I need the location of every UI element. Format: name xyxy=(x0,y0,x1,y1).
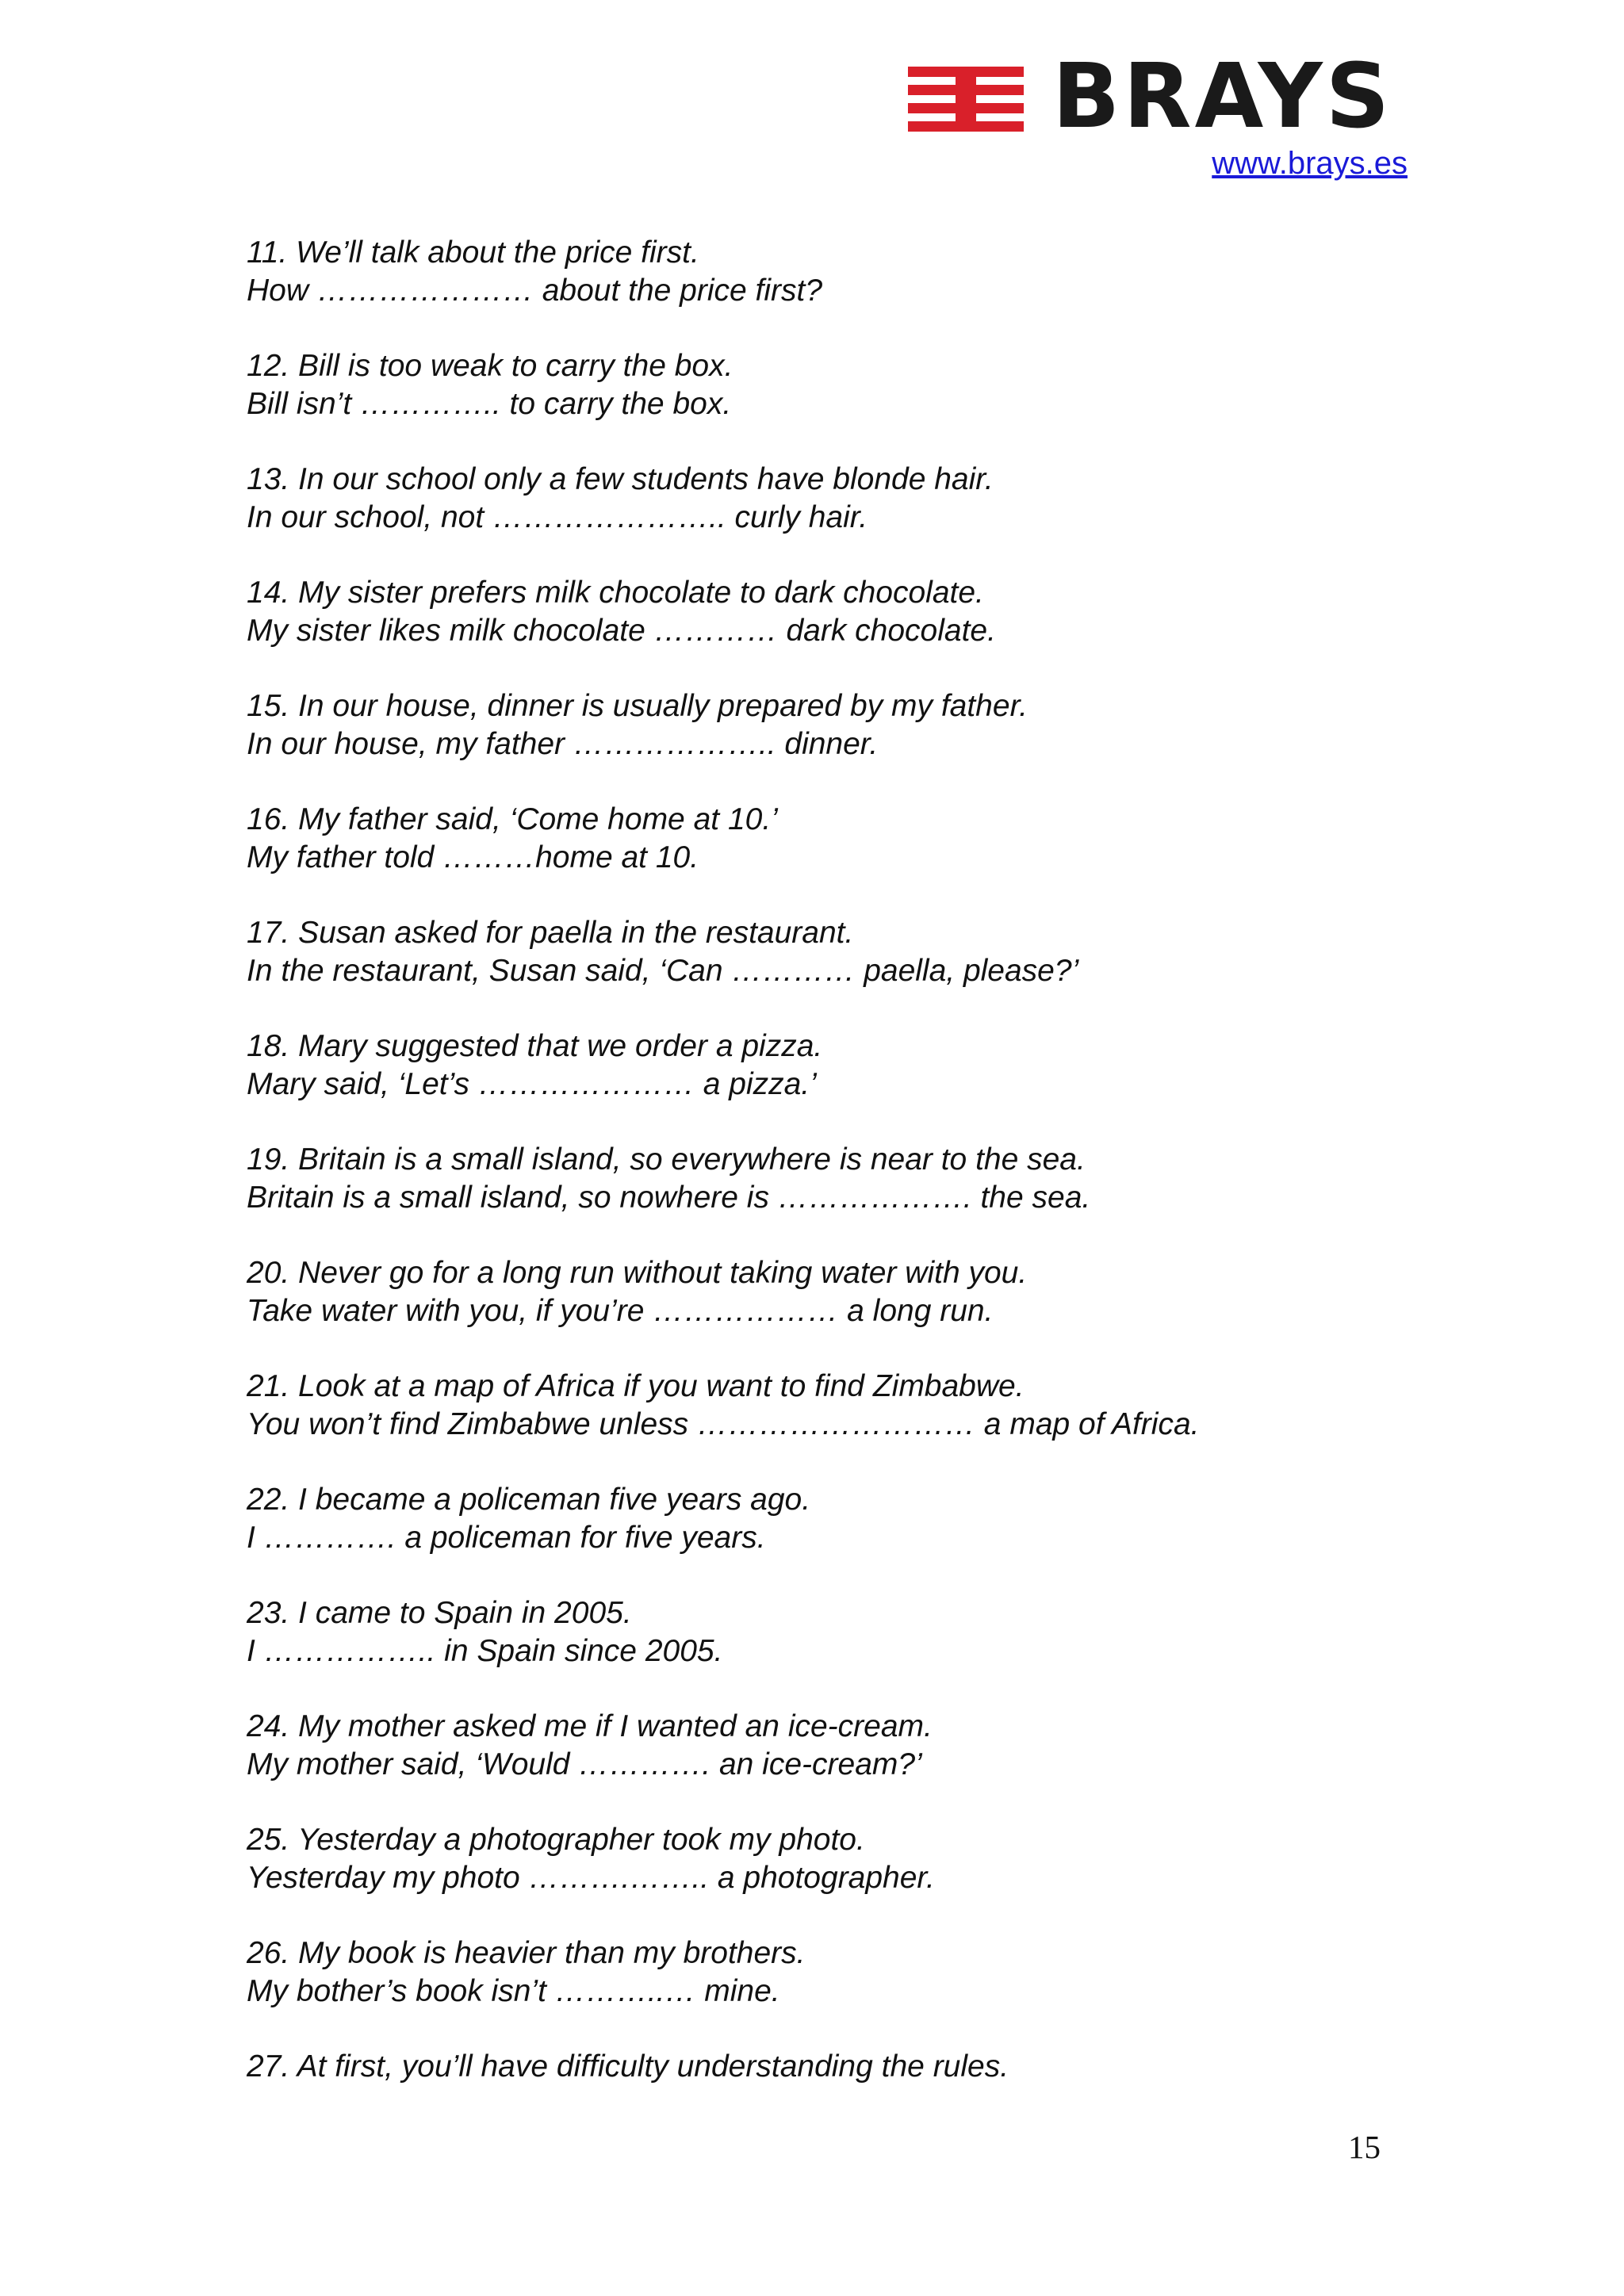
exercise-answer-line: My sister likes milk chocolate ………… dark chocolate. xyxy=(247,614,996,648)
exercise-item xyxy=(247,461,1436,574)
exercise-answer-line: In our school, not ………………….. curly hair. xyxy=(247,500,868,534)
exercise-prompt: 18. Mary suggested that we order a pizza. xyxy=(247,1029,823,1063)
exercise-prompt: 11. We’ll talk about the price first. xyxy=(247,235,699,270)
exercise-prompt: 23. I came to Spain in 2005. xyxy=(247,1596,632,1630)
exercise-item xyxy=(247,687,1436,801)
english-flag-logo-icon xyxy=(908,67,1024,132)
exercise-answer-line: Take water with you, if you’re ……………… a long run. xyxy=(247,1294,994,1328)
exercise-prompt: 24. My mother asked me if I wanted an ice-cream. xyxy=(247,1709,933,1743)
exercise-item xyxy=(247,1141,1436,1254)
exercise-item xyxy=(247,574,1436,687)
exercise-prompt: 13. In our school only a few students have blonde hair. xyxy=(247,462,994,496)
exercise-answer-line: You won’t find Zimbabwe unless ……………………… a map of Africa. xyxy=(247,1407,1200,1441)
exercise-prompt: 21. Look at a map of Africa if you want to find Zimbabwe. xyxy=(247,1369,1025,1403)
exercise-item xyxy=(247,1481,1436,1594)
exercise-answer-line: In our house, my father ……………….. dinner. xyxy=(247,727,879,761)
exercise-prompt: 20. Never go for a long run without taking water with you. xyxy=(247,1256,1028,1290)
exercise-item xyxy=(247,347,1436,461)
exercise-answer-line: Mary said, ‘Let’s ………………… a pizza.’ xyxy=(247,1067,817,1101)
website-link[interactable]: www.brays.es xyxy=(1212,146,1408,181)
exercise-prompt: 17. Susan asked for paella in the restaurant. xyxy=(247,916,854,950)
exercise-answer-line: I …………. a policeman for five years. xyxy=(247,1521,766,1555)
page-number: 15 xyxy=(1348,2129,1381,2165)
exercise-item xyxy=(247,1368,1436,1481)
exercise-item xyxy=(247,1027,1436,1141)
exercise-answer-line: Britain is a small island, so nowhere is ………………. the sea. xyxy=(247,1181,1091,1215)
exercise-answer-line: In the restaurant, Susan said, ‘Can ………… paella, please?’ xyxy=(247,954,1079,988)
exercise-item xyxy=(247,1708,1436,1821)
exercise-item xyxy=(247,1254,1436,1368)
exercise-answer-line: My bother’s book isn’t ………..… mine. xyxy=(247,1974,780,2008)
brays-logo-text: BRAYS xyxy=(1052,45,1393,148)
exercise-prompt: 27. At first, you’ll have difficulty understanding the rules. xyxy=(247,2049,1009,2084)
exercise-item xyxy=(247,2048,1436,2161)
exercise-answer-line: How ………………… about the price first? xyxy=(247,274,823,308)
exercise-item xyxy=(247,914,1436,1027)
header xyxy=(908,45,1435,186)
exercise-answer-line: I …………….. in Spain since 2005. xyxy=(247,1634,723,1668)
exercise-answer-line: Bill isn’t ………….. to carry the box. xyxy=(247,387,732,421)
exercise-prompt: 12. Bill is too weak to carry the box. xyxy=(247,349,733,383)
exercise-item xyxy=(247,1934,1436,2048)
exercise-prompt: 19. Britain is a small island, so everywhere is near to the sea. xyxy=(247,1142,1086,1177)
exercise-answer-line xyxy=(247,2086,1436,2124)
exercise-item xyxy=(247,234,1436,347)
exercise-answer-line: My father told ………home at 10. xyxy=(247,840,699,874)
exercise-prompt: 15. In our house, dinner is usually prepared by my father. xyxy=(247,689,1028,723)
exercise-prompt: 16. My father said, ‘Come home at 10.’ xyxy=(247,802,778,836)
exercise-list xyxy=(247,234,1436,2161)
exercise-prompt: 14. My sister prefers milk chocolate to dark chocolate. xyxy=(247,576,984,610)
exercise-prompt: 25. Yesterday a photographer took my photo. xyxy=(247,1823,865,1857)
exercise-answer-line: My mother said, ‘Would …………. an ice-cream?’ xyxy=(247,1747,922,1781)
exercise-answer-line: Yesterday my photo ……….…….. a photographer. xyxy=(247,1861,935,1895)
exercise-prompt: 26. My book is heavier than my brothers. xyxy=(247,1936,806,1970)
exercise-item xyxy=(247,801,1436,914)
exercise-prompt: 22. I became a policeman five years ago. xyxy=(247,1483,811,1517)
exercise-item xyxy=(247,1821,1436,1934)
exercise-item xyxy=(247,1594,1436,1708)
